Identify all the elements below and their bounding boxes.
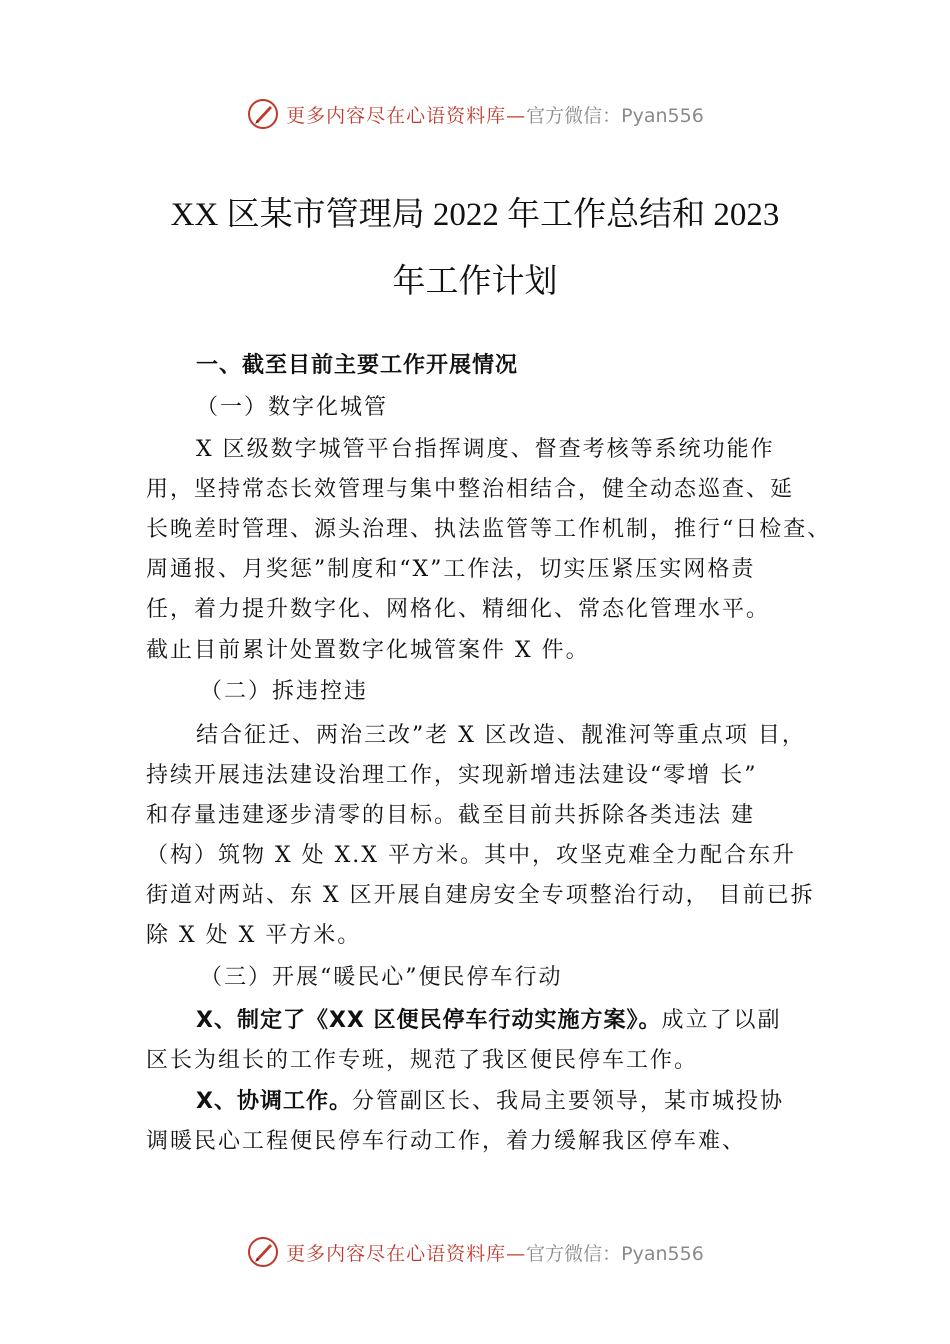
paragraph-line: 除 X 处 X 平方米。 [146, 923, 362, 948]
paragraph-line: X 区级数字城管平台指挥调度、督查考核等系统功能作 [196, 437, 775, 462]
subsection-heading-2: （二）拆违控违 [200, 679, 369, 704]
pen-quill-logo-icon [246, 1235, 280, 1269]
watermark-banner-top [0, 94, 950, 134]
paragraph-text: 成立了以副 [661, 1008, 782, 1033]
paragraph-text: 分管副区长、我局主要领导，某市城投协 [351, 1089, 784, 1114]
pen-quill-logo-icon [246, 97, 280, 131]
document-title-line2: 年工作计划 [392, 264, 558, 300]
paragraph-line: 持续开展违法建设治理工作，实现新增违法建设“零增 长” [146, 763, 758, 788]
paragraph-line: 长晚差时管理、源头治理、执法监管等工作机制，推行“日检查、 [146, 517, 832, 542]
watermark-gray-text: 官方微信：Pyan556 [526, 104, 704, 127]
watermark-red-text: 更多内容尽在心语资料库— [286, 104, 527, 127]
paragraph-line: 街道对两站、东 X 区开展自建房安全专项整治行动， 目前已拆 [146, 883, 815, 908]
section-heading-1: 一、截至目前主要工作开展情况 [196, 353, 519, 378]
paragraph-line: 周通报、月奖惩”制度和“X”工作法，切实压紧压实网格责 [146, 557, 756, 582]
paragraph-line: （构）筑物 X 处 X.X 平方米。其中，攻坚克难全力配合东升 [146, 843, 796, 868]
watermark-gray-text: 官方微信：Pyan556 [526, 1242, 704, 1265]
paragraph-line: 用，坚持常态长效管理与集中整治相结合，健全动态巡查、延 [146, 477, 795, 502]
subsection-heading-1: （一）数字化城管 [196, 395, 389, 420]
paragraph-line: 和存量违建逐步清零的目标。截至目前共拆除各类违法 建 [146, 803, 755, 828]
watermark-red-text: 更多内容尽在心语资料库— [286, 1242, 527, 1265]
watermark-banner-bottom [0, 1232, 950, 1272]
paragraph-line: 调暖民心工程便民停车行动工作，着力缓解我区停车难、 [146, 1129, 747, 1154]
paragraph-line: 结合征迁、两治三改”老 X 区改造、靓淮河等重点项 目， [196, 723, 806, 748]
bold-lead-text: X、制定了《XX 区便民停车行动实施方案》。 [196, 1008, 662, 1033]
paragraph-line [196, 1003, 782, 1034]
document-title-line1: XX 区某市管理局 2022 年工作总结和 2023 [170, 197, 780, 233]
bold-lead-text: X、协调工作。 [196, 1089, 352, 1114]
paragraph-line: 区长为组长的工作专班，规范了我区便民停车工作。 [146, 1048, 699, 1073]
paragraph-line: 任，着力提升数字化、网格化、精细化、常态化管理水平。 [146, 597, 771, 622]
paragraph-line: 截止目前累计处置数字化城管案件 X 件。 [146, 638, 590, 663]
paragraph-line [196, 1084, 784, 1115]
subsection-heading-3: （三）开展“暖民心”便民停车行动 [200, 965, 563, 990]
